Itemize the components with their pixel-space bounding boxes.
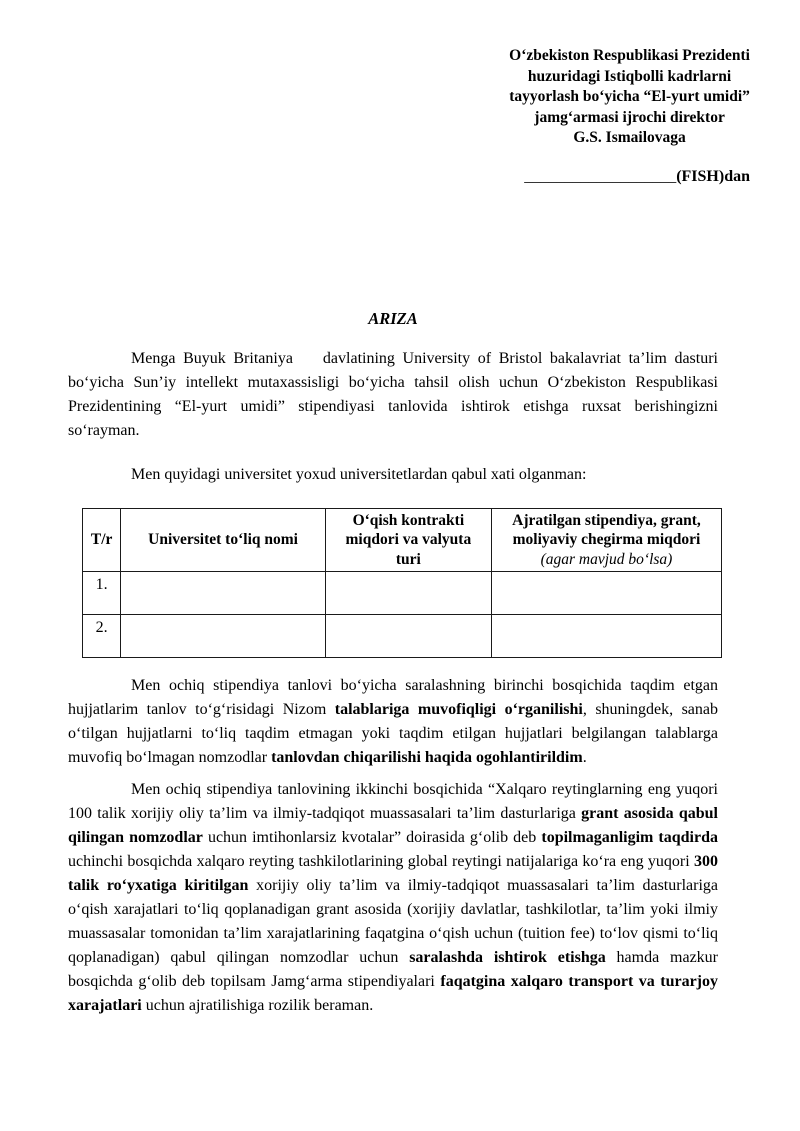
addressee-line: tayyorlash bo‘yicha “El-yurt umidi” [509, 88, 750, 105]
table-header-scholarship-note: (agar mavjud bo‘lsa) [540, 550, 673, 568]
row-number-cell: 1. [83, 572, 121, 615]
row-number-cell: 2. [83, 615, 121, 658]
applicant-name-line [68, 165, 750, 189]
addressee-line: huzuridagi Istiqbolli kadrlarni [527, 67, 732, 85]
table-header-row [83, 508, 722, 572]
addressee-line: O‘zbekiston Respublikasi Prezidenti [509, 47, 750, 64]
addressee-line: G.S. Ismailovaga [573, 129, 686, 146]
fish-label: (FISH)dan [676, 167, 750, 185]
addressee-block [509, 46, 750, 149]
universities-table [82, 508, 722, 659]
table-header-tr: T/r [83, 508, 121, 572]
paragraph-acceptance-letters: Men quyidagi universitet yoxud universitetlardan qabul xati olganman: [131, 465, 587, 483]
university-name-cell [121, 572, 325, 615]
table-header-contract-amount: O‘qish kontrakti miqdori va valyuta turi [325, 508, 491, 572]
signature-blank: ___________________ [524, 167, 677, 185]
paragraph-first-stage-warning: Men ochiq stipendiya tanlovi bo‘yicha saralashning birinchi bosqichida taqdim etgan hujjatlarim tanlov to‘g‘risidagi Nizom talablariga muvofiqligi o‘rganilishi, shuningdek, sanab o‘tilgan hujjatlarni to‘liq taqdim etmagan yoki taqdim etilgan hujjatlari belgilangan talablarga muvofiq bo‘lmagan nomzodlar tanlovdan chiqarilishi haqida ogohlantirildim. [68, 677, 718, 766]
paragraph-second-stage-consent: Men ochiq stipendiya tanlovining ikkinchi bosqichida “Xalqaro reytinglarning eng yuqori 100 talik xorijiy oliy ta’lim va ilmiy-tadqiqot muassasalari ta’lim dasturlariga grant asosida qabul qilingan nomzodlar uchun imtihonlarsiz kvotalar” doirasida g‘olib deb topilmaganligim taqdirda uchinchi bosqichda xalqaro reyting tashkilotlarining global reytingi natijalariga ko‘ra eng yuqori 300 talik ro‘yxatiga kiritilgan xorijiy oliy ta’lim va ilmiy-tadqiqot muassasalari ta’lim dasturlariga o‘qish xarajatlari to‘liq qoplanadigan grant asosida (xorijiy davlatlar, tashkilotlar, ta’lim yoki ilmiy muassasalar tomonidan ta’lim xarajatlarining faqatgina o‘qish uchun (tuition fee) to‘lov qismi to‘liq qoplanadigan) qabul qilingan nomzodlar uchun saralashda ishtirok etishga hamda mazkur bosqichda g‘olib deb topilsam Jamg‘arma stipendiyalari faqatgina xalqaro transport va turarjoy xarajatlari uchun ajratilishiga rozilik beraman. [68, 781, 719, 1014]
table-row [83, 615, 722, 658]
contract-amount-cell [325, 615, 491, 658]
table-row [83, 572, 722, 615]
table-header-university-name: Universitet to‘liq nomi [121, 508, 325, 572]
table-header-scholarship [491, 508, 721, 572]
table-header-scholarship-title: Ajratilgan stipendiya, grant, moliyaviy chegirma miqdori [512, 511, 701, 548]
paragraph-intro: Menga Buyuk Britaniya davlatining University of Bristol bakalavriat ta’lim dasturi bo‘yicha Sun’iy intellekt mutaxassisligi bo‘yicha tahsil olish uchun O‘zbekiston Respublikasi Prezidentining “El-yurt umidi” stipendiyasi tanlovida ishtirok etishga ruxsat berishingizni so‘rayman. [68, 349, 719, 439]
scholarship-cell [491, 572, 721, 615]
scholarship-cell [491, 615, 721, 658]
addressee-line: jamg‘armasi ijrochi direktor [534, 108, 725, 126]
university-name-cell [121, 615, 325, 658]
contract-amount-cell [325, 572, 491, 615]
document-title: ARIZA [368, 308, 418, 328]
